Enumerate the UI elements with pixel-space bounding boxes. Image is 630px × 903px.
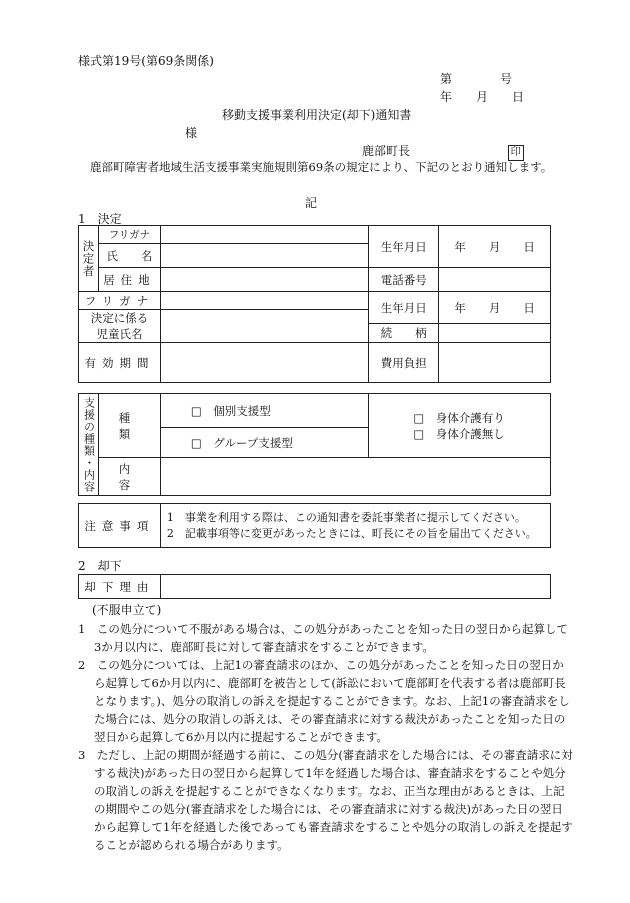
support-table	[78, 393, 551, 496]
care-options	[369, 394, 551, 458]
kind-label: 種 類	[98, 394, 160, 458]
rejection-reason-field[interactable]	[160, 575, 550, 599]
appeal-paragraph-2: 2 この処分については、上記1の審査請求のほか、この処分があったことを知った日の翌日から起算して6か月以内に、鹿部町を被告として(訴訟において鹿部町を代表する者は鹿部町長となります。)、処分の取消しの訴えを提起することができます。なお、上記1の審査請求をした場合には、処分の取消しの訴えは、その審査請求に対する裁決があったことを知った日の翌日から起算して6か月以内に提起することができます。	[78, 658, 570, 744]
birth2-field[interactable]: 年 月 日	[439, 292, 551, 324]
option-individual[interactable]: □ 個別支援型	[160, 394, 368, 428]
furigana-field[interactable]	[160, 226, 368, 244]
document-date: 年 月 日	[440, 90, 525, 104]
name-label: 氏 名	[98, 244, 160, 268]
phone-field[interactable]	[439, 268, 551, 292]
address-label: 居住地	[98, 268, 160, 292]
child-furigana-field[interactable]	[160, 292, 368, 310]
note-1: 1 事業を利用する際は、この通知書を委託事業者に提示してください。	[166, 510, 526, 524]
address-field[interactable]	[160, 268, 368, 292]
child-furigana-label: フリガナ	[79, 292, 161, 310]
decision-table	[78, 225, 551, 383]
cost-field[interactable]	[439, 343, 551, 383]
phone-label: 電話番号	[369, 268, 439, 292]
notes-content	[160, 504, 550, 548]
addressee: 様	[185, 126, 198, 140]
name-field[interactable]	[160, 244, 368, 268]
option-care-no[interactable]: □ 身体介護無し	[413, 426, 505, 441]
option-group[interactable]: □ グループ支援型	[160, 428, 368, 458]
option-care-yes[interactable]: □ 身体介護有り	[413, 410, 505, 425]
document-number: 第 号	[440, 72, 513, 86]
birth2-label: 生年月日	[369, 292, 439, 324]
issuer-name: 鹿部町長	[362, 144, 411, 158]
form-number: 様式第19号(第69条関係)	[78, 54, 214, 68]
child-name-label: 決定に係る児童氏名	[79, 310, 161, 343]
document-title: 移動支援事業利用決定(却下)通知書	[222, 108, 412, 122]
content-field[interactable]	[160, 458, 550, 496]
note-2: 2 記載事項等に変更があったときには、町長にその旨を届出てください。	[166, 526, 537, 540]
intro-text: 鹿部町障害者地域生活支援事業実施規則第69条の規定により、下記のとおり通知します。	[90, 160, 553, 174]
furigana-label: フリガナ	[98, 226, 160, 244]
support-type-label: 支援の種類・内容	[79, 394, 99, 496]
birth-field[interactable]: 年 月 日	[439, 226, 551, 268]
rejection-table	[78, 574, 551, 599]
relation-field[interactable]	[439, 324, 551, 343]
section-rejection: 2 却下	[78, 559, 122, 573]
rejection-reason-label: 却下理由	[79, 575, 161, 599]
appeal-paragraph-1: 1 この処分について不服がある場合は、この処分があったことを知った日の翌日から起算して3か月以内に、鹿部町長に対して審査請求をすることができます。	[78, 622, 568, 654]
appeal-paragraph-3: 3 ただし、上記の期間が経過する前に、この処分(審査請求をした場合には、その審査請求に対する裁決)があった日の翌日から起算して1年を経過した場合は、審査請求をすることや処分の取消しの訴えを提起することができなくなります。なお、正当な理由があるときは、上記の期間やこの処分(審査請求をした場合には、その審査請求に対する裁決)があった日の翌日から起算して1年を経過した後であっても審査請求をすることや処分の取消しの訴えを提起することが認められる場合があります。	[78, 748, 573, 852]
seal-mark: 印	[508, 145, 524, 161]
ki-label: 記	[305, 196, 318, 210]
cost-label: 費用負担	[369, 343, 439, 383]
decided-person-label: 決定者	[79, 226, 99, 292]
notes-label: 注意事項	[79, 504, 161, 548]
content-label: 内 容	[98, 458, 160, 496]
appeal-heading: (不服申立て)	[92, 603, 162, 617]
child-name-field[interactable]	[160, 310, 368, 343]
notes-table	[78, 503, 551, 548]
valid-period-field[interactable]	[160, 343, 368, 383]
valid-period-label: 有効期間	[79, 343, 161, 383]
relation-label: 続 柄	[369, 324, 439, 343]
section-decision: 1 決定	[78, 212, 122, 226]
birth-label: 生年月日	[369, 226, 439, 268]
